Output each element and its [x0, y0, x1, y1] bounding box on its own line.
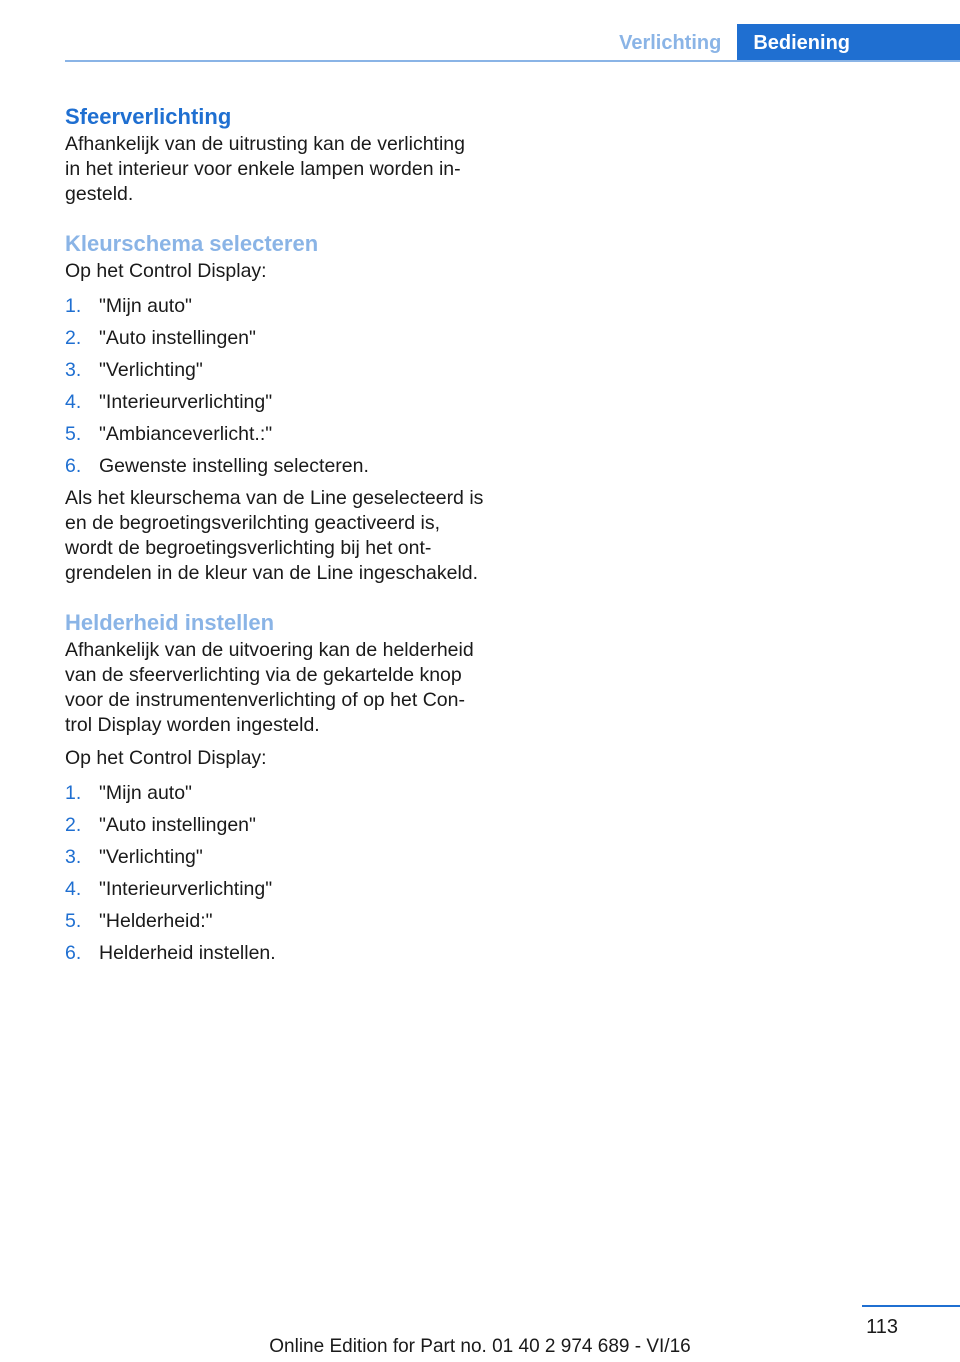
step-number: 3. — [65, 846, 82, 868]
paragraph-helder-intro: Op het Control Display: — [65, 747, 267, 769]
paragraph-kleur-note: Als het kleurschema van de Line geselecteerd is en de begroetingsverilchting geactiveerd is, wordt de begroetingsverlichting bij het ontgrendelen in de kleur van de Line ingeschakeld. — [65, 487, 484, 584]
footer-rule — [862, 1305, 960, 1307]
step-text: "Mijn auto" — [99, 295, 192, 317]
list-item — [65, 909, 485, 934]
list-item — [65, 422, 485, 447]
list-item — [65, 813, 485, 838]
step-number: 1. — [65, 782, 82, 804]
step-number: 1. — [65, 295, 82, 317]
list-item — [65, 845, 485, 870]
paragraph-sfeer-body: Afhankelijk van de uitrusting kan de verlichting in het interieur voor enkele lampen worden ingesteld. — [65, 133, 465, 205]
step-text: "Helderheid:" — [99, 910, 213, 932]
step-number: 6. — [65, 942, 82, 964]
step-text: "Auto instellingen" — [99, 814, 256, 836]
paragraph-kleur-intro: Op het Control Display: — [65, 260, 267, 282]
step-text: "Interieurverlichting" — [99, 878, 273, 900]
step-text: Helderheid instellen. — [99, 942, 276, 964]
list-item — [65, 454, 485, 479]
header-section: Bediening — [737, 24, 960, 62]
step-text: Gewenste instelling selecteren. — [99, 455, 369, 477]
section-title-sfeerverlichting: Sfeerverlichting — [65, 104, 232, 129]
step-number: 5. — [65, 423, 82, 445]
step-text: "Auto instellingen" — [99, 327, 256, 349]
step-number: 5. — [65, 910, 82, 932]
step-number: 2. — [65, 327, 82, 349]
main-content — [65, 102, 485, 973]
section-title-helderheid: Helderheid instellen — [65, 610, 275, 635]
section-title-kleurschema: Kleurschema selecteren — [65, 231, 319, 256]
step-text: "Mijn auto" — [99, 782, 192, 804]
step-number: 4. — [65, 391, 82, 413]
list-item — [65, 941, 485, 966]
step-text: "Interieurverlichting" — [99, 391, 273, 413]
edition-footer: Online Edition for Part no. 01 40 2 974 689 - VI/16 — [269, 1336, 691, 1357]
step-text: "Ambianceverlicht.:" — [99, 423, 273, 445]
header-rule — [65, 60, 960, 62]
list-item — [65, 390, 485, 415]
step-text: "Verlichting" — [99, 846, 203, 868]
list-item — [65, 781, 485, 806]
list-item — [65, 358, 485, 383]
header-chapter: Verlichting — [619, 32, 722, 54]
list-item — [65, 326, 485, 351]
page-number: 113 — [866, 1316, 898, 1338]
list-item — [65, 294, 485, 319]
steps-list-kleur — [65, 294, 485, 479]
step-text: "Verlichting" — [99, 359, 203, 381]
step-number: 2. — [65, 814, 82, 836]
page-header — [619, 24, 960, 62]
steps-list-helder — [65, 781, 485, 966]
list-item — [65, 877, 485, 902]
paragraph-helder-body: Afhankelijk van de uitvoering kan de helderheid van de sfeerverlichting via de gekartelde knop voor de instrumentenverlichting of op het Control Display worden ingesteld. — [65, 639, 474, 736]
step-number: 3. — [65, 359, 82, 381]
step-number: 4. — [65, 878, 82, 900]
step-number: 6. — [65, 455, 82, 477]
